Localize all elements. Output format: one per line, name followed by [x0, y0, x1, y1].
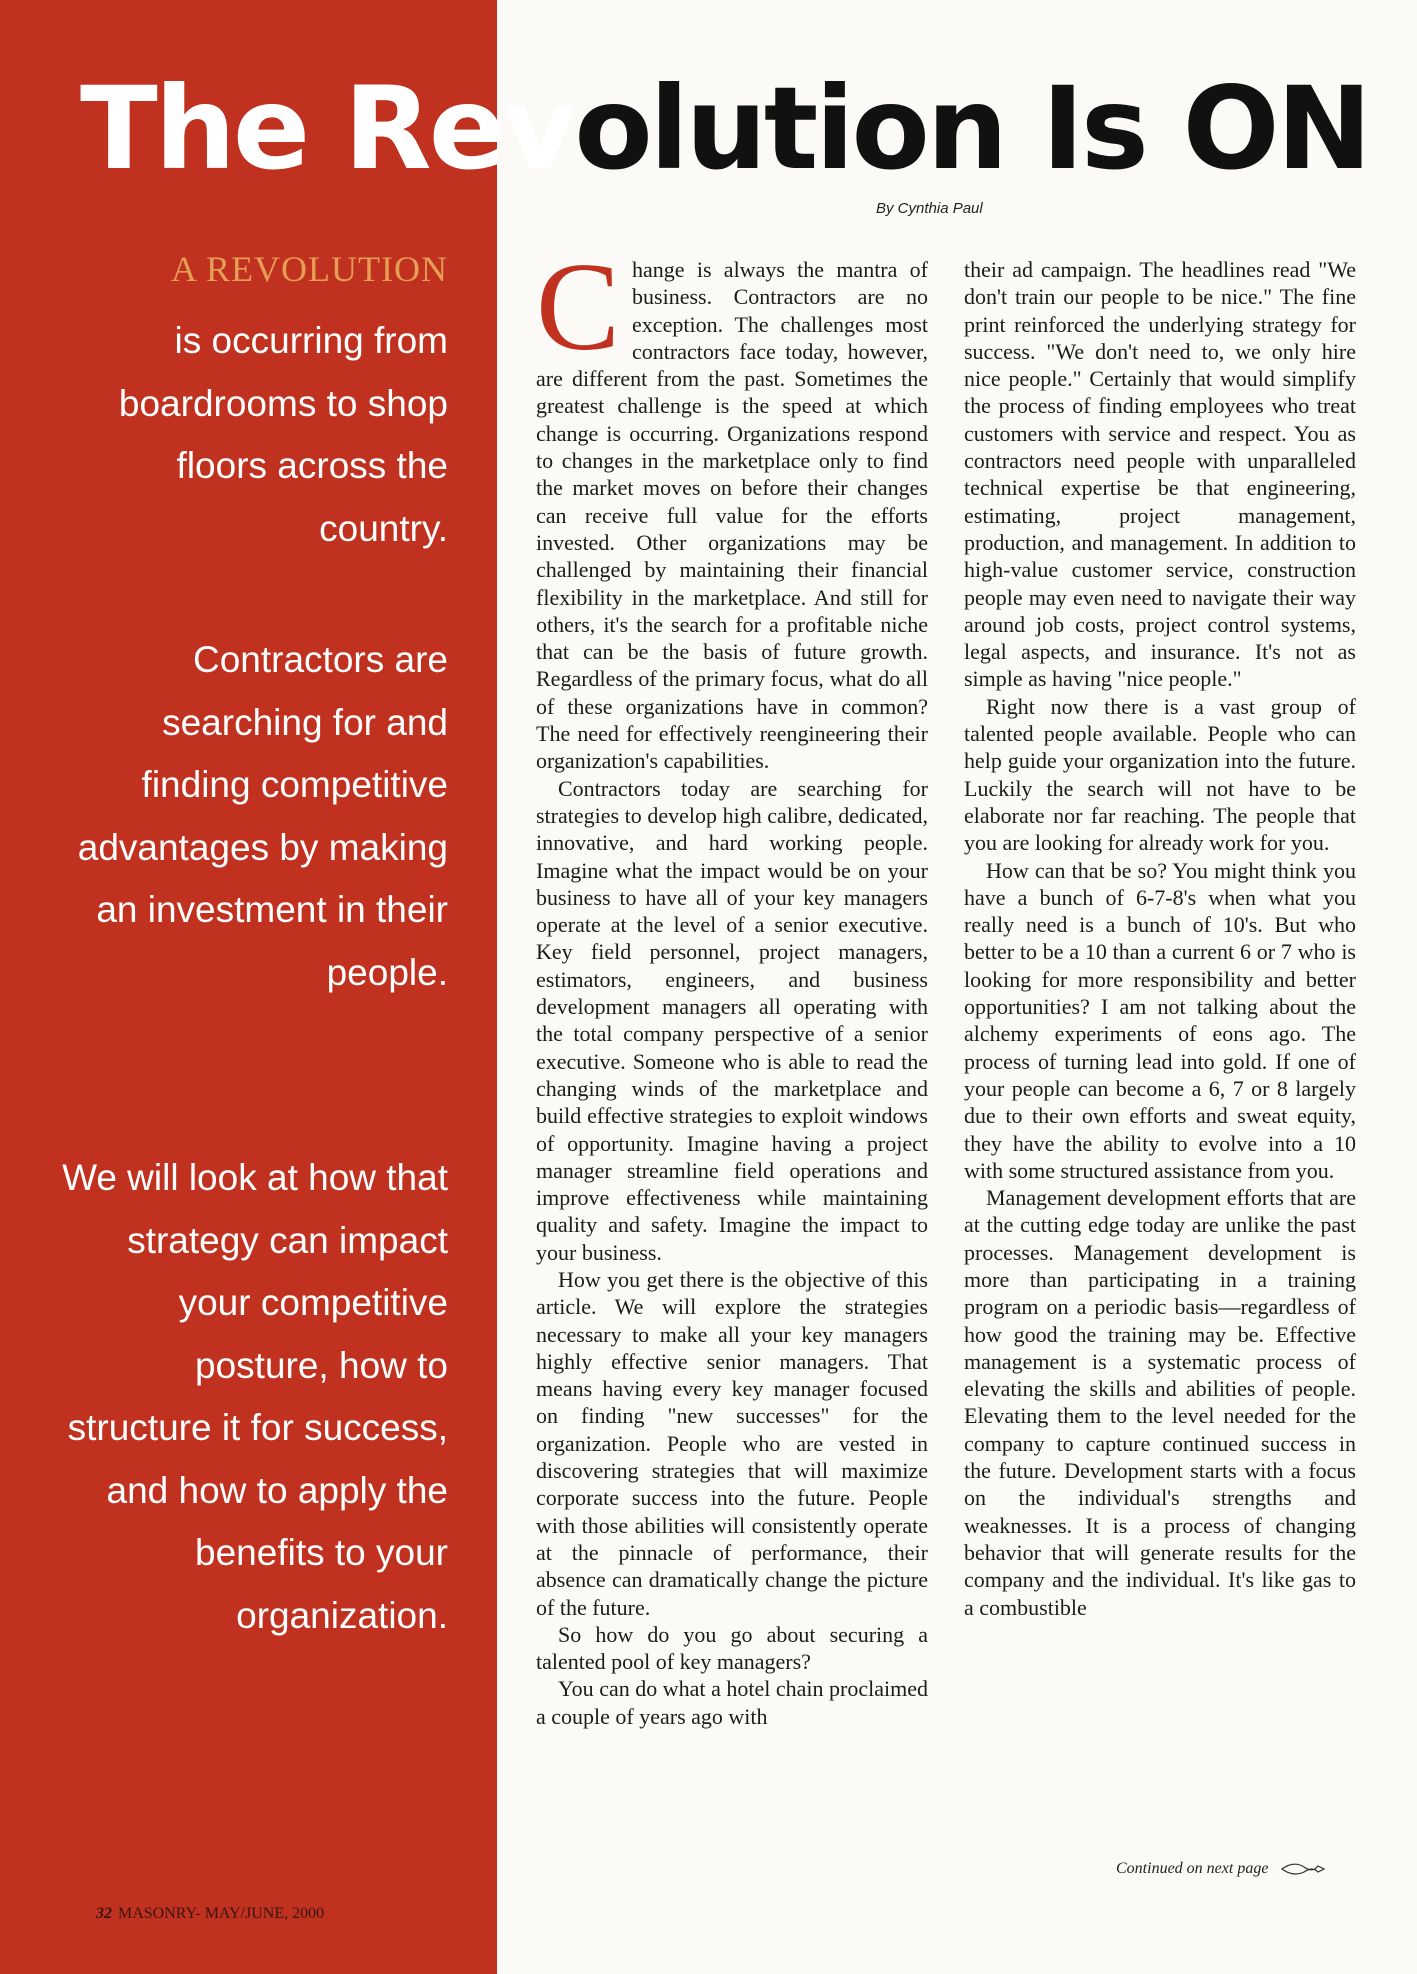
article-paragraph: [536, 238, 928, 775]
article-paragraph: So how do you go about securing a talented pool of key managers?: [536, 1621, 928, 1675]
article-title: [80, 62, 1369, 195]
article-column-left: [536, 238, 928, 1730]
article-column-right: [964, 256, 1356, 1621]
title-part-dark: olution Is ON: [574, 62, 1369, 195]
page-number: 32: [96, 1905, 112, 1922]
sidebar-paragraph: Contractors are searching for and finding competitive advantages by making an investment in their people.: [77, 639, 448, 993]
drop-cap: C: [536, 238, 621, 377]
continued-text: Continued on next page: [1116, 1860, 1269, 1877]
sidebar-paragraph: is occurring from boardrooms to shop floors across the country.: [118, 320, 448, 549]
byline: By Cynthia Paul: [876, 200, 983, 217]
title-part-white: The Rev: [80, 62, 575, 195]
article-paragraph: Contractors today are searching for strategies to develop high calibre, dedicated, innovative, and hard working people. Imagine what the impact would be on your business to have all of your key managers operate at the level of a senior executive. Key field personnel, project managers, estimators, engineers, and business development managers all operating with the total company perspective of a senior executive. Someone who is able to read the changing winds of the marketplace and build effective strategies to exploit windows of opportunity. Imagine having a project manager streamline field operations and improve effectiveness while maintaining quality and safety. Imagine the impact to your business.: [536, 775, 928, 1265]
page-footer: [96, 1905, 324, 1923]
continued-note: [1116, 1860, 1326, 1878]
article-paragraph: How you get there is the objective of this article. We will explore the strategies necessary to make all your key managers highly effective senior managers. That means having every key manager focused on finding "new successes" for the organization. People who are vested in discovering strategies that will maximize corporate success into the future. People with those abilities will consistently operate at the pinnacle of performance, their absence can dramatically change the picture of the future.: [536, 1266, 928, 1620]
article-paragraph: You can do what a hotel chain proclaimed a couple of years ago with: [536, 1676, 928, 1729]
article-paragraph: How can that be so? You might think you have a bunch of 6-7-8's when what you really need is a bunch of 10's. But who better to be a 10 than a current 6 or 7 who is looking for more responsibility and better opportunities? I am not talking about the alchemy experiments of eons ago. The process of turning lead into gold. If one of your people can become a 6, 7 or 8 largely due to their own efforts and sweat equity, they have the ability to evolve into a 10 with some structured assistance from you.: [964, 857, 1356, 1183]
article-paragraph: Right now there is a vast group of talented people available. People who can help guide your organization into the future. Luckily the search will not have to be elaborate nor far reaching. The people that you are looking for already work for you.: [964, 693, 1356, 856]
sidebar-heading: A REVOLUTION: [171, 249, 448, 289]
publication-info: MASONRY- MAY/JUNE, 2000: [118, 1905, 325, 1922]
paragraph-text: hange is always the mantra of business. Contractors are no exception. The challenges most contractors face today, however, are different from the past. Sometimes the greatest challenge is the speed at which change is occurring. Organizations respond to changes in the marketplace only to find the market moves on before their changes can receive full value for the efforts invested. Other organizations may be challenged by maintaining their financial flexibility in the marketplace. And still for others, it's the search for a profitable niche that can be the basis of future growth. Regardless of the primary focus, what do all of these organizations have in common? The need for effectively reengineering their organization's capabilities.: [536, 257, 928, 774]
continue-arrow-icon: [1280, 1861, 1326, 1877]
article-paragraph: their ad campaign. The headlines read "We don't train our people to be nice." The fine print reinforced the underlying strategy for success. "We don't need to, we only hire nice people." Certainly that would simplify the process of finding employees who treat customers with service and respect. You as contractors need people with unparalleled technical expertise be that engineering, estimating, project management, production, and management. In addition to high-value customer service, construction people may even need to navigate their way around job costs, project control systems, legal aspects, and insurance. It's not as simple as having "nice people.": [964, 257, 1356, 692]
sidebar-paragraph: We will look at how that strategy can impact your competitive posture, how to structure it for success, and how to apply the benefits to your organization.: [62, 1157, 448, 1636]
article-paragraph: Management development efforts that are at the cutting edge today are unlike the past processes. Management development is more than participating in a training program on a periodic basis—regardless of how good the training may be. Effective management is a systematic process of elevating the skills and abilities of people. Elevating them to the level needed for the company to capture continued success in the future. Development starts with a focus on the individual's strengths and weaknesses. It is a process of changing behavior that will generate results for the company and the individual. It's like gas to a combustible: [964, 1185, 1356, 1620]
